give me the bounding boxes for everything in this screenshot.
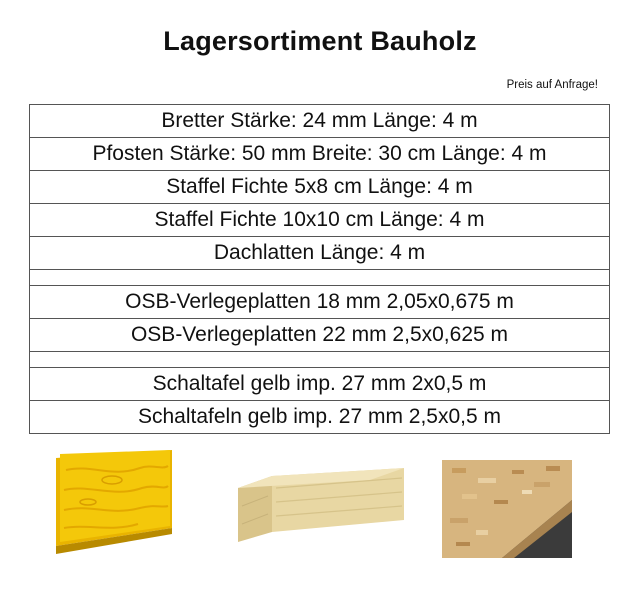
table-cell: Schaltafeln gelb imp. 27 mm 2,5x0,5 m [30, 401, 610, 434]
table-row [30, 319, 610, 352]
table-row [30, 286, 610, 319]
table-cell: Staffel Fichte 10x10 cm Länge: 4 m [30, 204, 610, 237]
table-row-empty [30, 270, 610, 286]
table-row [30, 105, 610, 138]
price-note: Preis auf Anfrage! [506, 79, 598, 91]
table-row [30, 138, 610, 171]
page-title: Lagersortiment Bauholz [163, 26, 477, 56]
timber-beam-image [236, 466, 406, 544]
table-row [30, 237, 610, 270]
table-cell [30, 270, 610, 286]
table-cell: Staffel Fichte 5x8 cm Länge: 4 m [30, 171, 610, 204]
stock-table [29, 104, 610, 434]
table-row-empty [30, 352, 610, 368]
table-row [30, 368, 610, 401]
table-cell: Dachlatten Länge: 4 m [30, 237, 610, 270]
table-cell [30, 352, 610, 368]
table-row [30, 401, 610, 434]
table-cell: Bretter Stärke: 24 mm Länge: 4 m [30, 105, 610, 138]
table-row [30, 204, 610, 237]
table-cell: OSB-Verlegeplatten 18 mm 2,05x0,675 m [30, 286, 610, 319]
product-images [0, 448, 640, 596]
yellow-formwork-panel-image [52, 450, 176, 554]
table-cell: Schaltafel gelb imp. 27 mm 2x0,5 m [30, 368, 610, 401]
table-row [30, 171, 610, 204]
table-cell: OSB-Verlegeplatten 22 mm 2,5x0,625 m [30, 319, 610, 352]
osb-board-image [442, 460, 572, 558]
table-cell: Pfosten Stärke: 50 mm Breite: 30 cm Länge: 4 m [30, 138, 610, 171]
